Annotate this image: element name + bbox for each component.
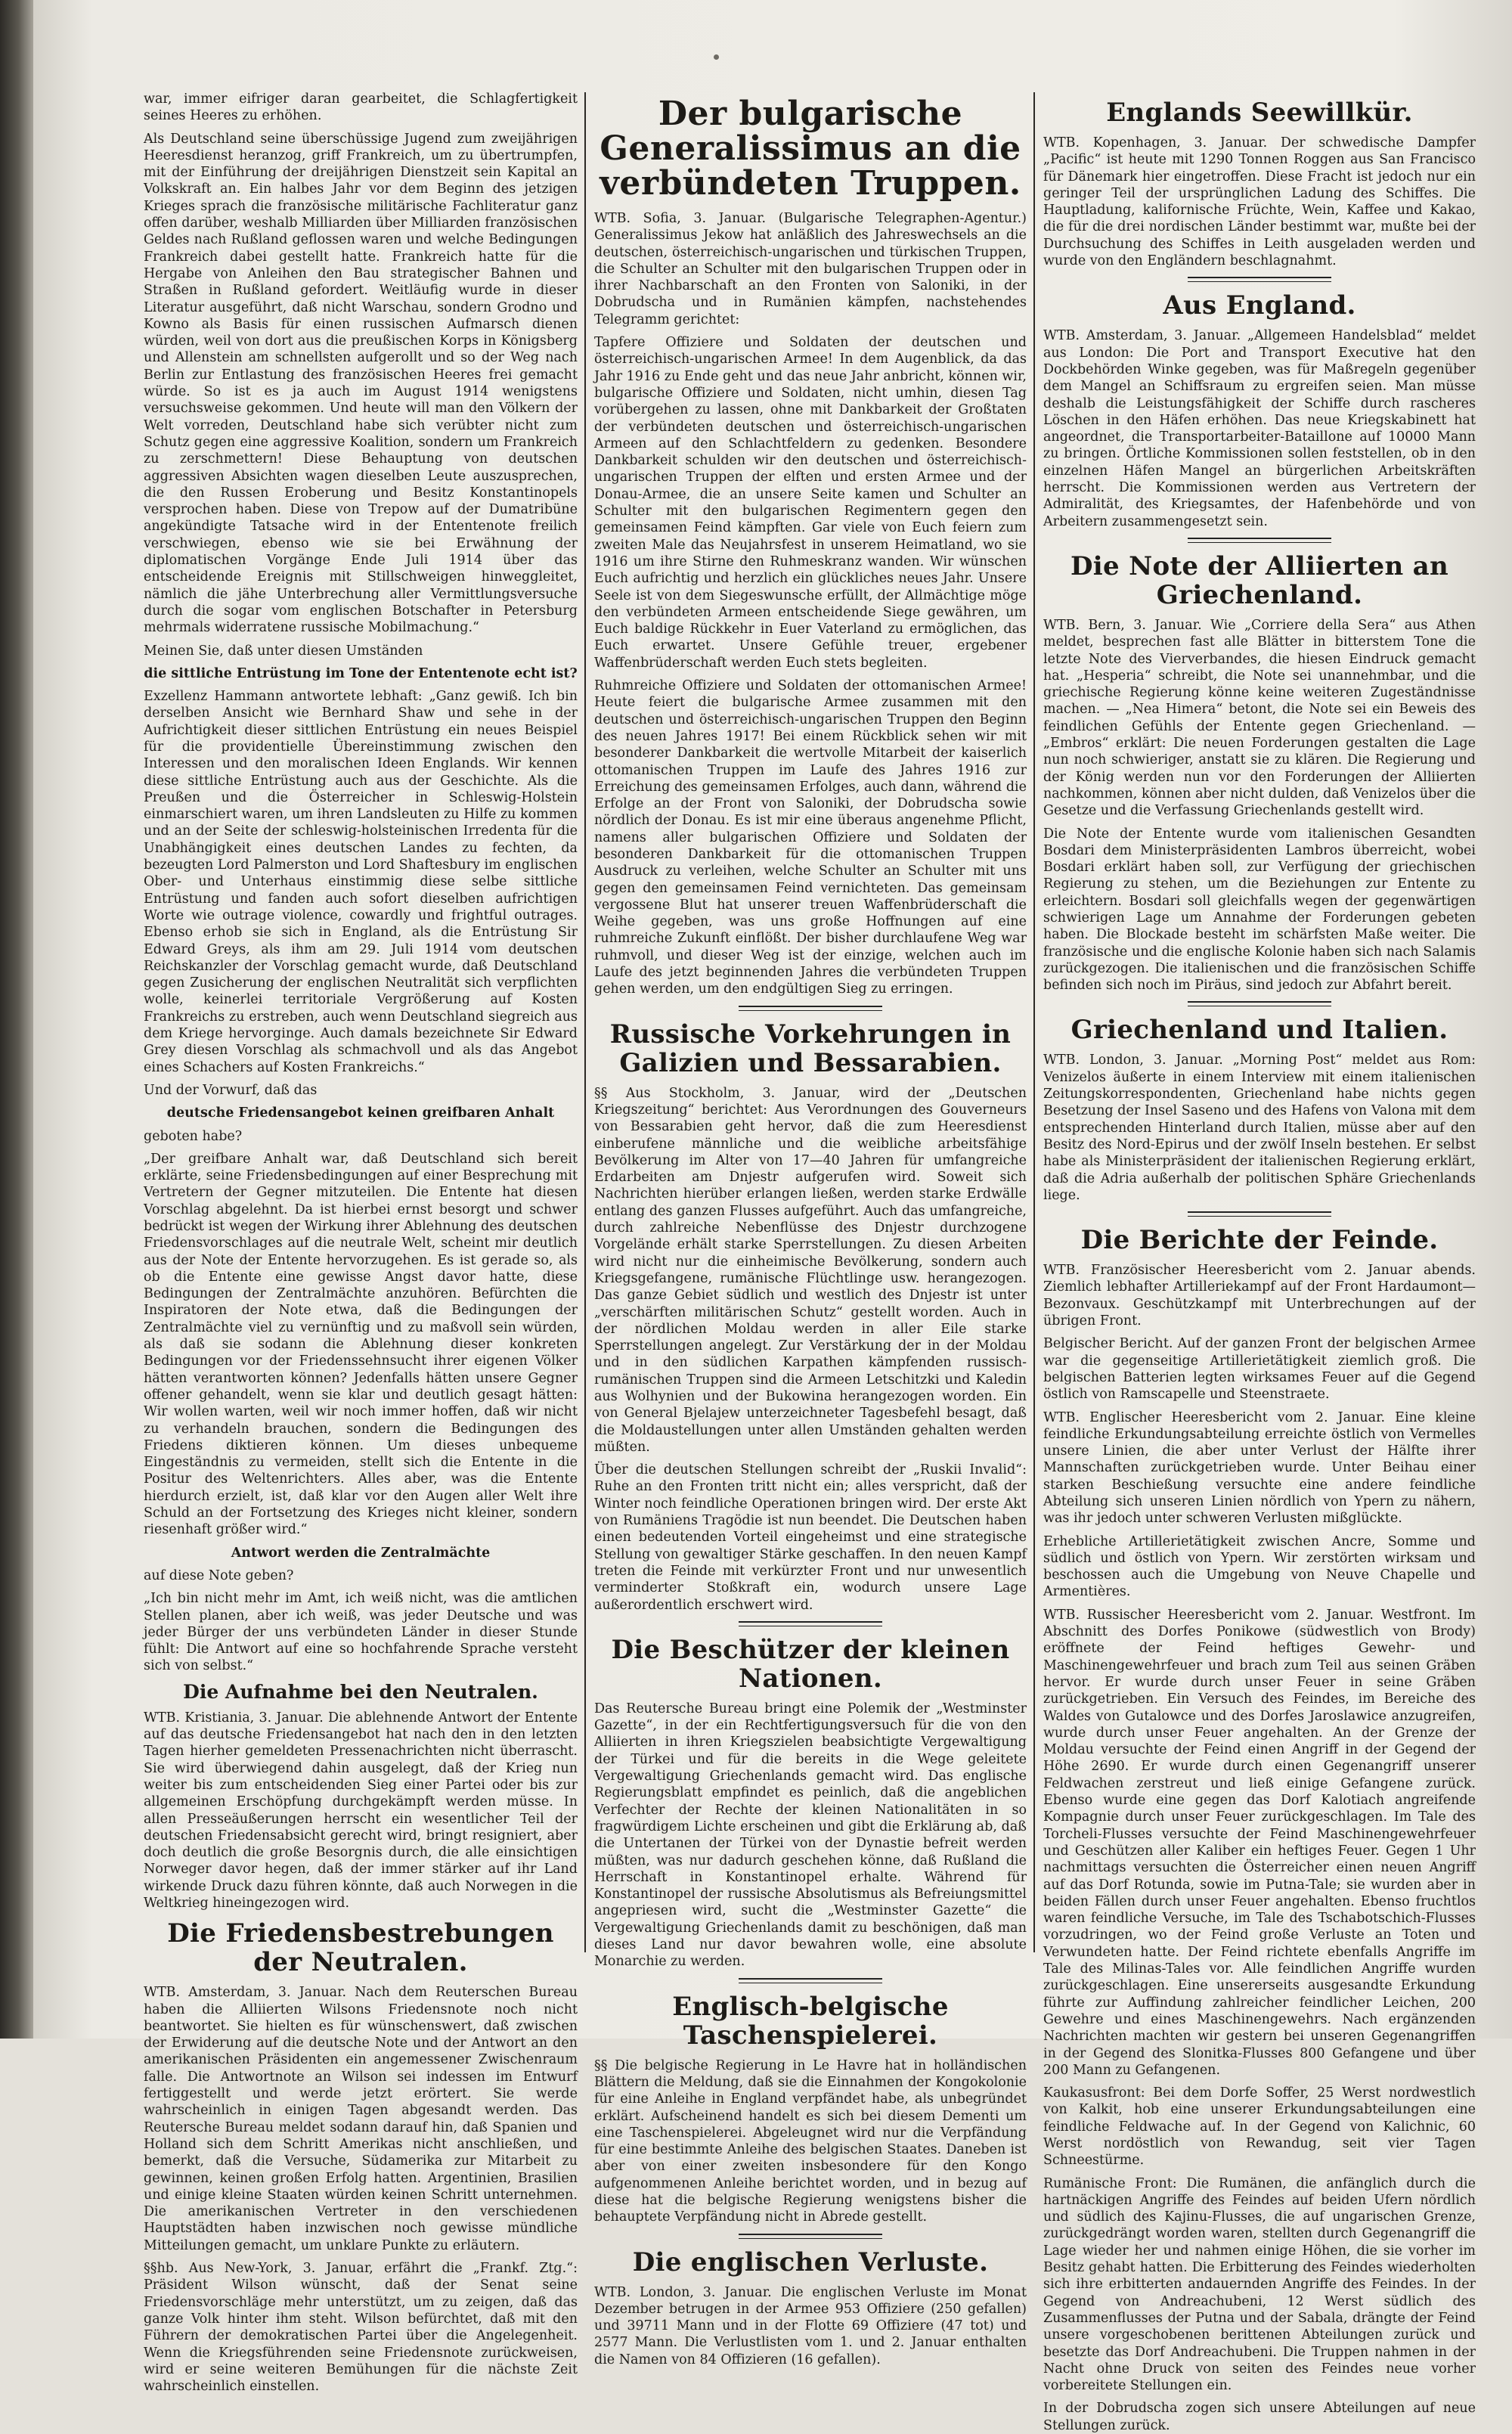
paragraph: §§ Die belgische Regierung in Le Havre hat in holländischen Blättern die Meldung, daß sie die Einnahmen der Kongokolonie für eine Anleihe in England verpfändet habe, als unbegründet erklärt. Aufscheinend handelt es sich bei diesem Dementi um eine Taschenspielerei. Abgeleugnet wird nur die Verpfändung für eine bestimmte Anleihe des belgischen Staates. Daneben ist aber von einer zweiten insbesondere für den Kongo aufgenommenen Anleihe berichtet worden, und in bezug auf diese hat die belgische Regierung wenigstens bisher die behauptete Verpfändung nicht in Abrede gestellt.	[594, 2057, 1027, 2225]
paragraph: Erhebliche Artillerietätigkeit zwischen Ancre, Somme und südlich und östlich von Ypern. Wir zerstörten wirksam und beschossen auch die Umgebung von Neuve Chapelle und Armentières.	[1043, 1533, 1476, 1600]
section-heading: Die Aufnahme bei den Neutralen.	[183, 1680, 538, 1703]
punch-mark	[714, 54, 719, 60]
section-heading: Die Beschützer der kleinen Nationen.	[611, 1634, 1010, 1694]
section-heading: Griechenland und Italien.	[1070, 1015, 1448, 1046]
separator	[1188, 1001, 1331, 1006]
section-heading: Die Berichte der Feinde.	[1080, 1225, 1439, 1256]
paragraph: Die Note der Entente wurde vom italienischen Gesandten Bosdari dem Ministerpräsidenten Lambros überreicht, wobei Bosdari erklärt haben soll, zur Verfügung der griechischen Regierung zu stehen, um die Beziehungen zur Entente zu erleichtern. Bosdari soll gleichfalls wegen der gegenwärtigen schwierigen Lage um Annahme der Forderungen gebeten haben. Die Blockade besteht im schärfsten Maße weiter. Die französische und die englische Kolonie haben sich nach Salamis zurückgezogen. Die italienischen und die französischen Schiffe befinden sich noch im Piräus, sind jedoch zur Abfahrt bereit.	[1043, 826, 1476, 994]
paragraph: war, immer eifriger daran gearbeitet, die Schlagfertigkeit seines Heeres zu erhöhen.	[144, 91, 578, 124]
paragraph: „Der greifbare Anhalt war, daß Deutschland sich bereit erklärte, seine Friedensbedingungen auf einer Besprechung mit Vertretern der Gegner mitzuteilen. Die Entente hat diesen Vorschlag abgelehnt. Da ist hierbei ernst besorgt und schwer bedrückt ist wegen der Wirkung ihrer Ablehnung des deutschen Friedensvorschlages auf die neutrale Welt, scheint mir deutlich aus der Note der Entente hervorzugehen. Es ist gerade so, als ob die Entente eine gewisse Angst davor hatte, diese Bedingungen der Zentralmächte anzuhören. Befürchten die Inspiratoren der Note etwa, daß die Bedingungen der Zentralmächte viel zu vernünftig und zu maßvoll sein würden, als daß sie sodann die Ablehnung dieser konkreten Bedingungen vor der Friedenssehnsucht ihrer eigenen Völker hätten verantworten können? Jedenfalls hätten unsere Gegner offener gehandelt, wenn sie klar und deutlich gesagt hätten: Wir wollen warten, weil wir noch immer hoffen, daß wir nicht zu verhandeln brauchen, sondern die Bedingungen des Friedens diktieren können. Um dieses unbequeme Eingeständnis zu vermeiden, stellt sich die Entente in die Positur des Weltenrichters. Alles aber, was die Entente hierdurch erzielt, ist, daß klar vor den Augen aller Welt ihre Schuld an der Fortsetzung des Krieges nicht kleiner, sondern riesenhaft größer wird.“	[144, 1151, 578, 1538]
separator	[739, 1978, 882, 1983]
column-3	[1043, 91, 1476, 2433]
paragraph: WTB. Englischer Heeresbericht vom 2. Januar. Eine kleine feindliche Erkundungsabteilung erreichte östlich von Vermelles unsere Linien, die aber unter Verlust der Hälfte ihrer Mannschaften zurückgetrieben wurde. Unter Beihau einer starken Beschießung versuchte eine andere feindliche Abteilung sich unseren Linien nördlich von Ypern zu nähern, was ihr jedoch unter schweren Verlusten mißglückte.	[1043, 1409, 1476, 1527]
separator	[739, 2234, 882, 2239]
paragraph: „Ich bin nicht mehr im Amt, ich weiß nicht, was die amtlichen Stellen planen, aber ich weiß, was jeder Deutsche und was jeder Bürger der uns verbündeten Länder in dieser Stunde fühlt: Die Antwort auf eine so hochfahrende Sprache versteht sich von selbst.“	[144, 1591, 578, 1674]
paragraph: WTB. Bern, 3. Januar. Wie „Corriere della Sera“ aus Athen meldet, besprechen fast alle Blätter in bitterstem Tone die letzte Note des Vierverbandes, die hiesen Eindruck gemacht hat. „Hesperia“ schreibt, die Note sei unannehmbar, und die griechische Regierung könne keine weiteren Zugeständnisse machen. — „Nea Himera“ betont, die Note sei ein Beweis des feindlichen Gefühls der Entente gegen Griechenland. — „Embros“ erklärt: Die neuen Forderungen gestalten die Lage nun noch schwieriger, anstatt sie zu klären. Die Regierung und der König werden nun vor den Forderungen der Alliierten nachkommen, können aber nicht dulden, daß Venizelos über die Gesetze und die Verfassung Griechenlands gestellt wird.	[1043, 617, 1476, 819]
column-rule-left	[584, 92, 586, 1952]
paragraph: auf diese Note geben?	[144, 1567, 294, 1583]
paragraph: Meinen Sie, daß unter diesen Umständen	[144, 643, 423, 659]
separator	[1188, 1211, 1331, 1217]
paragraph: §§hb. Aus New-York, 3. Januar, erfährt die „Frankf. Ztg.“: Präsident Wilson wünscht, daß der Senat seine Friedensvorschläge mehr unterstützt, um zu zeigen, daß das ganze Volk hinter ihm steht. Wilson befürchtet, daß mit den Führern der demokratischen Partei über die Angelegenheit. Wenn die Kriegsführenden seine Friedensnote zurückweisen, wird er seine weiteren Bemühungen für die nächste Zeit wahrscheinlich einstellen.	[144, 2261, 578, 2395]
paragraph: Rumänische Front: Die Rumänen, die anfänglich durch die hartnäckigen Angriffe des Feindes auf beiden Ufern nördlich und südlich des Kajinu-Flusses, die auf ungarischen Grenze, zurückgedrängt worden waren, stellten durch Gegenangriff die Lage wieder her und nahmen einige Höhen, die sie vorher im Besitz gehabt hatten. Die Erbitterung des Feindes wiederholten sich ihre erbitterten andauernden Angriffe des Feindes. In der Gegend von Andreachubeni, 12 Werst südlich des Zusammenflusses der Putna und der Sabala, drängte der Feind unsere vorgeschobenen berittenen Abteilungen zurück und besetzte das Dorf Andreachubeni. Die Truppen nahmen in der Nacht ohne Druck von seiten des Feindes neue vorher vorbereitete Stellungen ein.	[1043, 2175, 1476, 2394]
paragraph: WTB. Amsterdam, 3. Januar. Nach dem Reuterschen Bureau haben die Alliierten Wilsons Friedensnote noch nicht beantwortet. Sie hielten es für wünschenswert, daß zwischen der Erwiderung auf die deutsche Note und der Antwort an den amerikanischen Präsidenten ein angemessener Zwischenraum falle. Die Antwortnote an Wilson sei indessen im Entwurf fertiggestellt und werde jetzt erörtert. Sie werde wahrscheinlich in einigen Tagen abgesandt werden. Das Reutersche Bureau meldet sodann darauf hin, daß Spanien und Holland sich dem Schritt Amerikas nicht anschließen, und bemerkt, daß die Versuche, Südamerika zur Mitarbeit zu gewinnen, keinen großen Erfolg hatten. Argentinien, Brasilien und einige kleine Staaten würden keinen Schritt unternehmen. Die amerikanischen Vertreter in den verschiedenen Hauptstädten haben inzwischen noch gewisse mündliche Mitteilungen gemacht, um unklare Punkte zu erläutern.	[144, 1985, 578, 2253]
column-1	[144, 91, 578, 2395]
paragraph: Ruhmreiche Offiziere und Soldaten der ottomanischen Armee! Heute feiert die bulgarische Armee zusammen mit den deutschen und österreichisch-ungarischen Truppen den Beginn des neuen Jahres 1917! Bei einem Rückblick sehen wir mit besonderer Dankbarkeit die wertvolle Mitarbeit der kaiserlich ottomanischen Truppen im Laufe des Jahres 1916 zur Erreichung des gemeinsamen Erfolges, auch dann, während die Erfolge an der Front von Saloniki, der Dobrudscha sowie nördlich der Donau. Es ist mir eine überaus angenehme Pflicht, namens aller bulgarischen Offiziere und Soldaten der besonderen Dankbarkeit für die ottomanischen Truppen Ausdruck zu verleihen, welche Schulter an Schulter mit uns gegen den gemeinsamen Feind vernichteten. Das gemeinsam vergossene Blut hat unserer treuen Waffenbrüderschaft die Weihe gegeben, was uns große Hoffnungen auf eine ruhmreiche Zukunft einflößt. Der bisher durchlaufene Weg war ruhmvoll, und dieser Weg ist der einzige, welchen auch im Laufe des jetzt beginnenden Jahres die verbündeten Truppen gehen werden, um den endgültigen Sieg zu erringen.	[594, 678, 1027, 997]
paragraph: WTB. Kristiania, 3. Januar. Die ablehnende Antwort der Entente auf das deutsche Friedensangebot hat nach den in den letzten Tagen hierher gemeldeten Pressenachrichten nicht überrascht. Sie wird überwiegend dahin ausgelegt, daß der Krieg nun weiter bis zum entscheidenden Sieg einer Partei oder bis zur allgemeinen Erschöpfung durchgekämpft werden müsse. In allen Presseäußerungen herrscht ein wesentlicher Teil der deutschen Friedensabsicht gerecht wird, bringt resigniert, aber doch deutlich die große Besorgnis durch, die alle einsichtigen Norweger davor hegen, daß der immer stärker auf ihr Land wirkende Druck dazu führen könnte, daß auch Norwegen in die Weltkrieg hineingezogen wird.	[144, 1710, 578, 1911]
paragraph: WTB. London, 3. Januar. Die englischen Verluste im Monat Dezember betrugen in der Armee 953 Offiziere (250 gefallen) und 39711 Mann und in der Flotte 69 Offiziere (47 tot) und 2577 Mann. Die Verlustlisten vom 1. und 2. Januar enthalten die Namen von 84 Offizieren (16 gefallen).	[594, 2284, 1027, 2367]
paragraph: WTB. Sofia, 3. Januar. (Bulgarische Telegraphen-Agentur.) Generalissimus Jekow hat anläßlich des Jahreswechsels an die deutschen, österreichisch-ungarischen und türkischen Truppen, die Schulter an Schulter mit den bulgarischen Truppen oder in ihrer Nachbarschaft an den Fronten von Saloniki, in der Dobrudscha und in Rumänien kämpfen, nachstehendes Telegramm gerichtet:	[594, 211, 1027, 327]
paragraph: WTB. Russischer Heeresbericht vom 2. Januar. Westfront. Im Abschnitt des Dorfes Ponikowe (südwestlich von Brody) eröffnete der Feind heftiges Gewehr- und Maschinengewehrfeuer und brach zum Teil aus seinen Gräben hervor. Er wurde durch unser Feuer in seine Gräben zurückgetrieben. Ein Versuch des Feindes, im Bereiche des Waldes von Gutalowce und des Dorfes Jaroslawice anzugreifen, wurde durch unser Feuer angehalten. An der Grenze der Moldau versuchte der Feind einen Angriff in der Gegend der Höhe 2690. Er wurde durch einen Gegenangriff unserer Feldwachen zerstreut und ließ einige Gefangene zurück. Ebenso wurde eine gegen das Dorf Kalotiach angreifende Kompagnie durch unser Feuer zurückgeschlagen. Im Tale des Torcheli-Flusses versuchte der Feind Maschinengewehrfeuer und Geschützen aller Kaliber ein heftiges Feuer. Gegen 1 Uhr nachmittags versuchten die Österreicher einen neuen Angriff auf das Dorf Rotunda, sowie im Putna-Tale; sie wurden aber in beiden Fällen durch unser Feuer angehalten. Ebenso fruchtlos waren feindliche Versuche, im Tale des Tschabotschich-Flusses vorzudringen, wo der Feind große Verluste an Toten und Verwundeten hatte. Der Feind richtete ebenfalls Angriffe im Tale des Milinas-Tales vor. Alle feindlichen Angriffe wurden zurückgeschlagen. Eine unsererseits ausgesandte Erkundung führte zur Auffindung zahlreicher feindlicher Leichen, 200 Gewehre und eines Maschinengewehrs. Nach ergänzenden Nachrichten machten wir gestern bei unseren Gegenangriffen in der Gegend des Slonitka-Flusses 800 Gefangene und über 200 Mann zu Gefangenen.	[1043, 1607, 1476, 2078]
interview-question: die sittliche Entrüstung im Tone der Ententenote echt ist?	[144, 665, 578, 681]
paragraph: Über die deutschen Stellungen schreibt der „Ruskii Invalid“: Ruhe an den Fronten tritt nicht ein; alles verspricht, daß der Winter noch feindliche Operationen bringen wird. Der erste Akt von Rumäniens Tragödie ist nun beendet. Die Deutschen haben einen bedeutenden Vorteil eingeheimst und eine strategische Stellung von gewaltiger Stärke geschaffen. In den neuen Kampf treten die Feinde mit verkürzter Front und nur unwesentlich verminderter Stoßkraft ein, wodurch unsere Lage außerordentlich erschwert wird.	[594, 1462, 1027, 1613]
section-heading: Englisch-belgische Taschenspielerei.	[672, 1991, 949, 2051]
column-2	[594, 91, 1027, 2367]
paragraph: In der Dobrudscha zogen sich unsere Abteilungen auf neue Stellungen zurück.	[1043, 2401, 1476, 2433]
paragraph: Als Deutschland seine überschüssige Jugend zum zweijährigen Heeresdienst heranzog, griff Frankreich, um zu übertrumpfen, mit der Einführung der dreijährigen Dienstzeit sein Kapital an Volkskraft an. Ein halbes Jahr vor dem Beginn des jetzigen Krieges sprach die französische militärische Fachliteratur ganz offen darüber, weshalb Milliarden über Milliarden französischen Geldes nach Rußland geflossen waren und welche Bedingungen Frankreich dabei gestellt hatte. Frankreich hatte für die Hergabe von Anleihen den Bau strategischer Bahnen und Straßen in Rußland gefordert. Weitläufig wurde in dieser Literatur ausgeführt, daß nicht Warschau, sondern Grodno und Kowno als Basis für einen russischen Aufmarsch dienen würden, weil von dort aus die preußischen Korps in Königsberg und Allenstein am schnellsten aufgerollt und so der Weg nach Berlin zur Entlastung des französischen Heeres frei gemacht würde. So ist es ja auch im August 1914 wenigstens versuchsweise gekommen. Und heute will man den Völkern der Welt vorreden, Deutschland habe sich verübter nicht zum Schutz gegen eine aggressive Koalition, sondern um Frankreich zu zerschmettern! Diese Behauptung von deutschen aggressiven Absichten wagen dieselben Leute auszusprechen, die den Russen Eroberung und Besitz Konstantinopels versprochen haben. Diese von Trepow auf der Dumatribüne angekündigte Tatsache wird in der Ententenote freilich verschwiegen, ebenso wie sie bei Erwähnung der diplomatischen Vorgänge Ende Juli 1914 über das entscheidende Ereignis mit Stillschweigen hinweggleitet, nämlich die jähe Unterbrechung aller Vermittlungsversuche durch die sogar vom englischen Botschafter in Petersburg mehrmals widerratene russische Mobilmachung.“	[144, 131, 578, 636]
section-heading: Die englischen Verluste.	[632, 2246, 989, 2277]
paragraph: Exzellenz Hammann antwortete lebhaft: „Ganz gewiß. Ich bin derselben Ansicht wie Bernhard Shaw und sehe in der Aufrichtigkeit dieser sittlichen Entrüstung ein neues Beispiel für die providentielle Übereinstimmung zwischen den Interessen und den moralischen Ideen Englands. Wir kennen diese sittliche Entrüstung auch aus der Geschichte. Als die Preußen und die Österreicher in Schleswig-Holstein einmarschiert waren, um ihren Landsleuten zu Hilfe zu kommen und an der Seite der schleswig-holsteinischen Irredenta für die Unabhängigkeit eines deutschen Landes zu fechten, da bezeugten Lord Palmerston und Lord Shaftesbury im englischen Ober- und Unterhaus einstimmig diese selbe sittliche Entrüstung und fanden auch sofort dieselben aufrichtigen Worte wie outrage violence, cowardly und frightful outrages. Ebenso erhob sie sich in England, als die Entrüstung Sir Edward Greys, als ihm am 29. Juli 1914 vom deutschen Reichskanzler der Vorschlag gemacht wurde, daß Deutschland gegen Zusicherung der englischen Neutralität sich verpflichten wolle, keinerlei territoriale Vergrößerung auf Kosten Frankreichs zu erstreben, auch wenn Deutschland siegreich aus dem Kriege hervorginge. Auch damals bezeichnete Sir Edward Grey diesen Vorschlag als schmachvoll und als das Angebot eines Schachers auf Kosten Frankreichs.“	[144, 689, 578, 1075]
section-heading: Die Note der Alliierten an Griechenland.	[1070, 550, 1448, 610]
article-headline: Englands Seewillkür.	[1106, 98, 1413, 128]
separator	[739, 1621, 882, 1626]
paragraph: WTB. Französischer Heeresbericht vom 2. Januar abends. Ziemlich lebhafter Artilleriekampf auf der Front Hardaumont—Bezonvaux. Geschützkampf mit Unterbrechungen auf der übrigen Front.	[1043, 1263, 1476, 1329]
interview-question: Antwort werden die Zentralmächte	[231, 1545, 491, 1561]
book-binding-shadow	[0, 0, 33, 2039]
paragraph: Belgischer Bericht. Auf der ganzen Front der belgischen Armee war die gegenseitige Artillerietätigkeit ziemlich groß. Die belgischen Batterien legten wirksames Feuer auf die Gegend östlich von Ramscapelle und Steenstraete.	[1043, 1336, 1476, 1403]
paragraph: WTB. Amsterdam, 3. Januar. „Allgemeen Handelsblad“ meldet aus London: Die Port and Transport Executive hat den Dockbehörden Winke gegeben, was für Maßregeln gegenüber dem Mangel an Schiffsraum zu ergreifen seien. Man müsse deshalb die Leistungsfähigkeit der Schiffe durch rascheres Löschen in den Häfen erhöhen. Das neue Kriegskabinett hat angeordnet, die Transportarbeiter-Bataillone auf 10000 Mann zu bringen. Örtliche Kommissionen sollen feststellen, ob in den einzelnen Häfen Mangel an bürgerlichen Arbeitskräften herrscht. Die Kommissionen werden aus Vertretern der Admiralität, des Kriegsamtes, der Hafenbehörde und von Arbeitern zusammengesetzt sein.	[1043, 328, 1476, 529]
article-headline: Der bulgarische Generalissimus an die verbündeten Truppen.	[600, 95, 1021, 203]
separator	[1188, 277, 1331, 282]
paragraph: Und der Vorwurf, daß das	[144, 1082, 318, 1098]
separator	[739, 1006, 882, 1011]
paragraph: §§ Aus Stockholm, 3. Januar, wird der „Deutschen Kriegszeitung“ berichtet: Aus Verordnungen des Gouverneurs von Bessarabien geht hervor, daß die zum Heeresdienst einberufene männliche und die weibliche arbeitsfähige Bevölkerung im Alter von 17—40 Jahren für umfangreiche Erdarbeiten am Dnjestr aufgerufen wird. Soweit sich Nachrichten hierüber erlangen ließen, werden starke Erdwälle entlang des ganzen Flusses aufgeführt. Auch das umfangreiche, durch zahlreiche Nebenflüsse des Dnjestr durchzogene Vorgelände erhält starke Sperrstellungen. Zu diesen Arbeiten wird nicht nur die einheimische Bevölkerung, sondern auch Kriegsgefangene, rumänische Flüchtlinge usw. herangezogen. Das ganze Gebiet südlich und westlich des Dnjestr ist unter „verschärften militärischen Schutz“ gestellt worden. Auch in der nördlichen Moldau werden in aller Eile starke Sperrstellungen angelegt. Zur Verstärkung der in der Moldau und in den südlichen Karpathen kämpfenden russisch-rumänischen Truppen sind die Armeen Letschitzki und Kaledin aus Wolhynien und der Bukowina herangezogen worden. Ein von General Bjelajew unterzeichneter Tagesbefehl besagt, daß die Moldaustellungen unter allen Umständen gehalten werden müßten.	[594, 1085, 1027, 1455]
paragraph: Tapfere Offiziere und Soldaten der deutschen und österreichisch-ungarischen Armee! In dem Augenblick, da das Jahr 1916 zu Ende geht und das neue Jahr anbricht, können wir, bulgarische Offiziere und Soldaten, nicht umhin, diesen Tag vorübergehen zu lassen, ohne mit Dankbarkeit der Großtaten der verbündeten deutschen und österreichisch-ungarischen Armeen auf den Schlachtfeldern zu gedenken. Besondere Dankbarkeit schulden wir den deutschen und österreichisch-ungarischen Truppen der elften und ersten Armee und der Donau-Armee, die an unsere Seite kamen und Schulter an Schulter mit den bulgarischen Regimentern gegen den gemeinsamen Feind kämpften. Gar viele von Euch feiern zum zweiten Male das Neujahrsfest in unserem Heimatland, wo sie 1916 um ihre Stirne den Ruhmeskranz wanden. Wir wünschen Euch aufrichtig und herzlich ein glückliches neues Jahr. Unsere Seele ist von dem Siegeswunsche erfüllt, der Allmächtige möge den verbündeten Armeen entscheidende Siege gewähren, um Euch baldige Rückkehr in Euer Vaterland zu ermöglichen, das Euch erwartet. Unsere Gefühle treuer, ergebener Waffenbrüderschaft werden Euch stets begleiten.	[594, 335, 1027, 671]
paragraph: WTB. London, 3. Januar. „Morning Post“ meldet aus Rom: Venizelos äußerte in einem Interview mit einem italienischen Zeitungskorrespondenten, Griechenland habe nichts gegen Besetzung der Insel Saseno und des Hafens von Valona mit dem entsprechenden Hinterland durch Italien, müsse aber auf den Besitz des Nord-Epirus und der zwölf Inseln bestehen. Er selbst habe als Ministerpräsident der italienischen Regierung erklärt, daß die Adria außerhalb der politischen Sphäre Griechenlands liege.	[1043, 1053, 1476, 1203]
separator	[1188, 538, 1331, 543]
column-rule-right	[1033, 92, 1035, 1952]
section-heading: Die Friedensbestrebungen der Neutralen.	[167, 1918, 554, 1978]
paragraph: geboten habe?	[144, 1128, 243, 1144]
paragraph: Das Reutersche Bureau bringt eine Polemik der „Westminster Gazette“, in der ein Rechtfertigungsversuch für die von den Alliierten in ihren Kriegszielen beabsichtigte Vergewaltigung der Türkei und für die bereits in die Wege geleitete Vergewaltigung Griechenlands gemacht wird. Das englische Regierungsblatt empfindet es peinlich, daß die angeblichen Verfechter der Rechte der kleinen Nationalitäten in so fragwürdigem Lichte erscheinen und gibt die Erklärung ab, daß die Untertanen der Türkei von der Dynastie befreit werden müßten, was nur dadurch geschehen könne, daß Rußland die Herrschaft in Konstantinopel erhalte. Während für Konstantinopel der russische Absolutismus als Befreiungsmittel angepriesen wird, sucht die „Westminster Gazette“ die Vergewaltigung Griechenlands damit zu beschönigen, daß man dieses Land nur davor bewahren wolle, eine absolute Monarchie zu werden.	[594, 1701, 1027, 1970]
section-heading: Aus England.	[1163, 290, 1356, 321]
interview-question: deutsche Friedensangebot keinen greifbaren Anhalt	[166, 1105, 555, 1121]
section-heading: Russische Vorkehrungen in Galizien und Bessarabien.	[609, 1019, 1012, 1078]
paragraph: Kaukasusfront: Bei dem Dorfe Soffer, 25 Werst nordwestlich von Kalkit, hob eine unserer Erkundungsabteilungen eine feindliche Feldwache auf. In der Gegend von Kalichnic, 60 Werst nordöstlich von Rewandug, seit vier Tagen Schneestürme.	[1043, 2085, 1476, 2169]
paragraph: WTB. Kopenhagen, 3. Januar. Der schwedische Dampfer „Pacific“ ist heute mit 1290 Tonnen Roggen aus San Francisco für Dänemark hier eingetroffen. Diese Fracht ist jedoch nur ein geringer Teil der ursprünglichen Ladung des Schiffes. Die Hauptladung, kalifornische Früchte, Wein, Kaffee und Kakao, die für die drei nordischen Länder bestimmt war, mußte bei der Durchsuchung des Schiffes in Leith ausgeladen werden und wurde von den Engländern beschlagnahmt.	[1043, 135, 1476, 269]
